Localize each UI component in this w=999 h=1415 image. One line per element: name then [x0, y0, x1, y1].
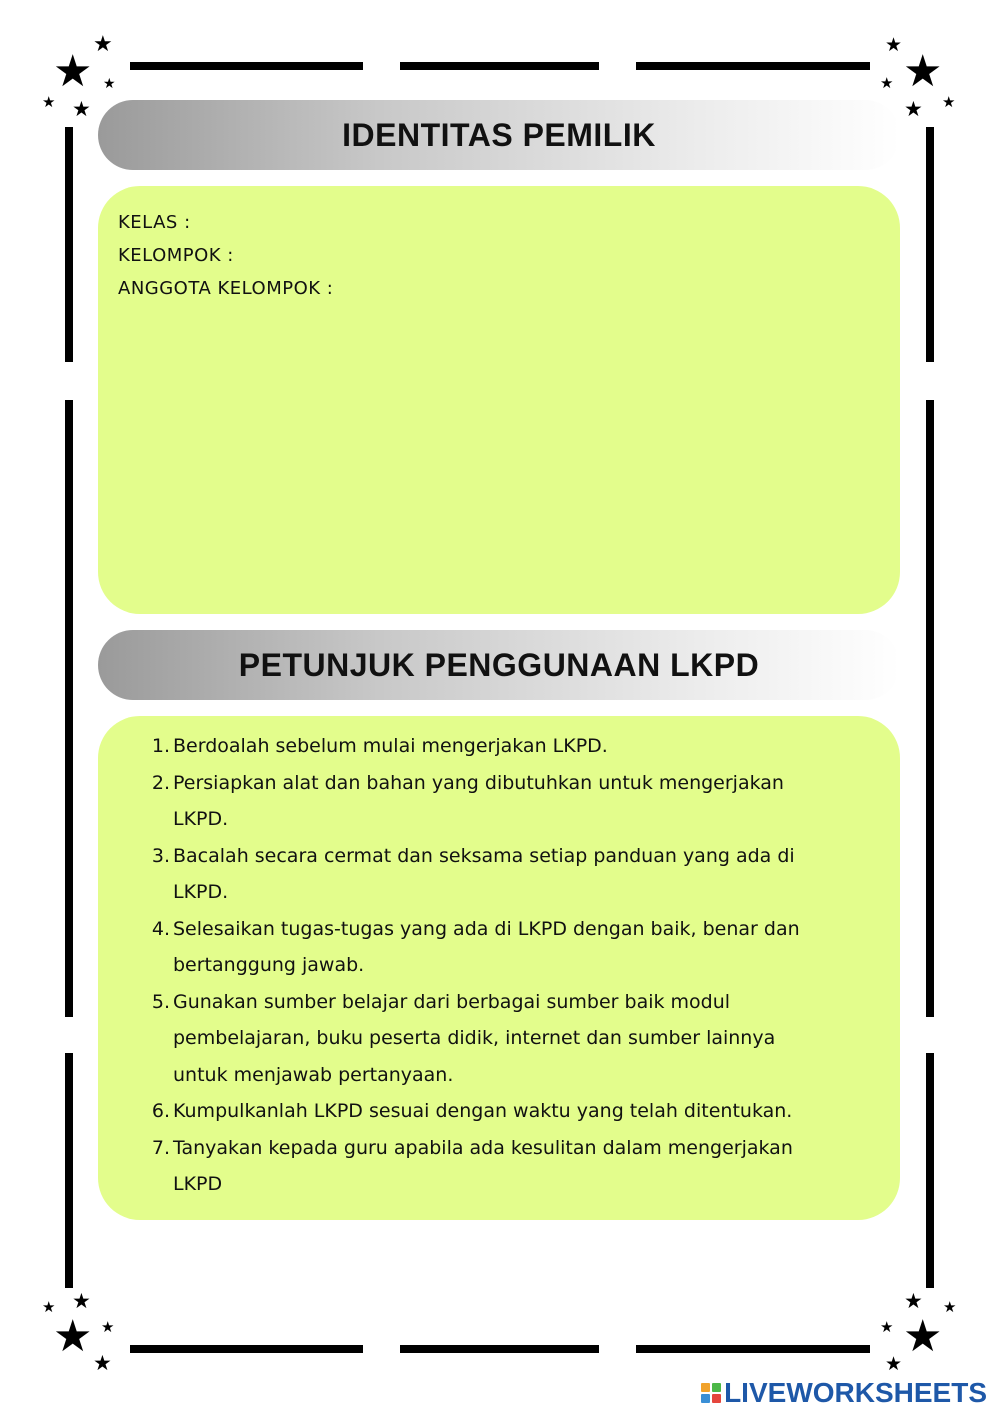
list-item-number: 3. [151, 844, 170, 867]
star-icon: ★ [72, 97, 91, 121]
list-item [150, 838, 870, 911]
frame-bottom-bar-left [130, 1345, 363, 1353]
instructions-panel [98, 716, 900, 1220]
star-icon: ★ [880, 74, 894, 92]
logo-square [712, 1383, 721, 1392]
frame-left-bar-top [65, 127, 73, 362]
list-item-line: bertanggung jawab. [173, 954, 365, 976]
star-icon: ★ [903, 46, 943, 97]
list-item [150, 728, 870, 765]
list-item-line: Persiapkan alat dan bahan yang dibutuhkan untuk mengerjakan [173, 771, 784, 794]
list-item-line: Bacalah secara cermat dan seksama setiap panduan yang ada di [173, 844, 795, 867]
logo-square [712, 1394, 721, 1403]
liveworksheets-brand[interactable] [701, 1377, 987, 1409]
instructions-list [150, 728, 870, 1203]
frame-right-bar-bottom [926, 1053, 934, 1288]
list-item [150, 765, 870, 838]
instructions-title-banner [98, 630, 900, 700]
star-icon: ★ [904, 97, 923, 121]
list-item-line: Selesaikan tugas-tugas yang ada di LKPD dengan baik, benar dan [173, 917, 800, 940]
identity-title: IDENTITAS PEMILIK [342, 116, 656, 153]
star-icon: ★ [903, 1311, 943, 1362]
star-icon: ★ [42, 93, 56, 111]
frame-left-bar-bottom [65, 1053, 73, 1288]
star-icon: ★ [53, 1311, 93, 1362]
list-item-line: Kumpulkanlah LKPD sesuai dengan waktu yang telah ditentukan. [173, 1100, 793, 1122]
list-item-number: 4. [151, 917, 170, 940]
list-item-line: Tanyakan kepada guru apabila ada kesulitan dalam mengerjakan [173, 1136, 793, 1159]
list-item-line: LKPD. [173, 881, 229, 903]
list-item-number: 7. [151, 1136, 170, 1159]
star-icon: ★ [885, 34, 903, 56]
star-icon: ★ [942, 93, 956, 111]
frame-right-bar-top [926, 127, 934, 362]
list-item-line: Berdoalah sebelum mulai mengerjakan LKPD. [173, 735, 608, 757]
class-field-label: KELAS : [118, 212, 191, 233]
list-item [150, 1093, 870, 1130]
frame-bottom-bar-middle [400, 1345, 599, 1353]
list-item-number: 2. [151, 771, 170, 794]
star-icon: ★ [93, 32, 113, 57]
group-field-label: KELOMPOK : [118, 245, 234, 266]
star-icon: ★ [904, 1289, 923, 1313]
frame-top-bar-right [636, 62, 870, 70]
star-icon: ★ [103, 76, 116, 92]
star-icon: ★ [943, 1298, 957, 1316]
list-item-line: pembelajaran, buku peserta didik, internet dan sumber lainnya [173, 1027, 776, 1049]
identity-panel [98, 186, 900, 614]
list-item [150, 911, 870, 984]
star-icon: ★ [101, 1318, 115, 1336]
star-icon: ★ [885, 1353, 903, 1375]
liveworksheets-logo-icon [701, 1383, 721, 1403]
star-icon: ★ [93, 1351, 112, 1375]
brand-name: LIVEWORKSHEETS [724, 1377, 987, 1408]
frame-top-bar-left [130, 62, 363, 70]
frame-bottom-bar-right [636, 1345, 870, 1353]
logo-square [701, 1383, 710, 1392]
star-icon: ★ [880, 1318, 894, 1336]
list-item-number: 1. [151, 735, 170, 757]
star-icon: ★ [53, 46, 93, 97]
list-item-line: Gunakan sumber belajar dari berbagai sumber baik modul [173, 990, 731, 1013]
star-icon: ★ [72, 1289, 91, 1313]
instructions-title: PETUNJUK PENGGUNAAN LKPD [238, 646, 760, 683]
group-members-field-label: ANGGOTA KELOMPOK : [118, 278, 334, 299]
list-item-number: 6. [151, 1100, 170, 1122]
frame-top-bar-middle [400, 62, 599, 70]
frame-left-bar-middle [65, 400, 73, 1017]
list-item-number: 5. [151, 990, 170, 1013]
list-item [150, 1130, 870, 1203]
list-item [150, 984, 870, 1094]
list-item-line: LKPD. [173, 808, 229, 830]
identity-title-banner [98, 100, 900, 170]
frame-right-bar-middle [926, 400, 934, 1017]
list-item-line: LKPD [173, 1173, 223, 1195]
list-item-line: untuk menjawab pertanyaan. [173, 1063, 454, 1086]
star-icon: ★ [42, 1298, 56, 1316]
logo-square [701, 1394, 710, 1403]
